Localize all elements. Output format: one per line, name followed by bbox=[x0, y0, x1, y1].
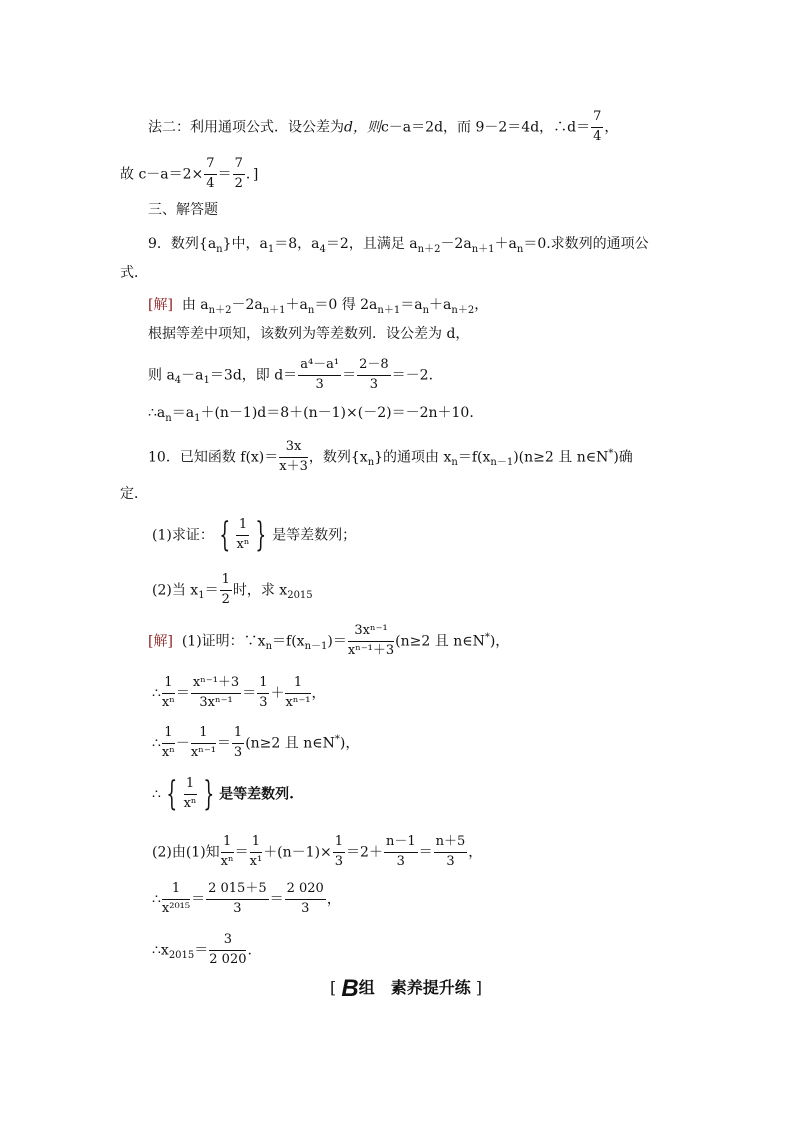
solution-9-line1: [解] 由 $a_{n+2}-2a_{n+1}+a_n=0$ 得 $2a_{n+1}=a_n+a_{n+2}$， bbox=[148, 297, 489, 316]
fraction: $\frac{1}{\text{xⁿ}}$ bbox=[161, 675, 175, 710]
text: 法二：利用通项公式．设公差为 bbox=[148, 119, 344, 136]
fraction: $\frac{7}{4}$ bbox=[593, 109, 602, 144]
solution-9-line2: 根据等差中项知，该数列为等差数列．设公差为 d， bbox=[148, 326, 470, 342]
fraction: $\frac{1}{\text{xⁿ}}$ bbox=[220, 834, 234, 869]
fraction: $\frac{\text{3xⁿ⁻¹}}{\text{xⁿ⁻¹＋3}}$ bbox=[347, 623, 395, 658]
question-10-part2: (2)当 $x_1=$ $\frac{1}{2}$ 时，求 $x_{2015}$ bbox=[152, 572, 313, 607]
fraction: $\frac{1}{\text{xⁿ}}$ bbox=[161, 725, 175, 760]
fraction: $\frac{2-8}{3}$ bbox=[359, 357, 389, 392]
fraction: $\frac{1}{\text{x¹}}$ bbox=[249, 834, 263, 869]
question-10-cont: 定． bbox=[120, 486, 148, 502]
fraction: $\frac{n-1}{3}$ bbox=[385, 834, 416, 869]
group-b-title: [ B组 素养提升练 ] bbox=[330, 975, 483, 1002]
fraction: $\frac{1}{\text{x²⁰¹⁵}}$ bbox=[161, 881, 191, 916]
text: 故 c－a＝2× bbox=[120, 166, 204, 183]
text: ．] bbox=[245, 166, 259, 183]
question-10: 10．已知函数 f(x)＝ $\frac{3x}{x+3}$ ，数列$\{x_n\}$的通项由 $x_n=f(x_{n-1})(n\ge 2$ 且 n∈N*)确 bbox=[148, 439, 633, 474]
text: d，则 bbox=[344, 119, 381, 136]
question-10-part1: (1)求证： { $\frac{1}{\text{xⁿ}}$ } 是等差数列； bbox=[152, 515, 357, 556]
fraction: $\frac{3}{2 020}$ bbox=[209, 932, 247, 967]
method-two-line bbox=[148, 110, 618, 145]
text: ＝ bbox=[217, 166, 232, 183]
fraction: $\frac{\text{a⁴－a¹}}{3}$ bbox=[300, 357, 340, 392]
question-9: 9．数列$\{a_n\}$中，$a_1=8$，$a_4=2$，且满足 $a_{n+2}-2a_{n+1}+a_n=0$.求数列的通项公 bbox=[148, 236, 649, 255]
fraction: $\frac{1}{\text{xⁿ}}$ bbox=[183, 776, 197, 811]
fraction: $\frac{1}{2}$ bbox=[221, 572, 230, 607]
solution-10-line1: [解] (1)证明：$\because x_n=f(x_{n-1})=$ $\frac{\text{3xⁿ⁻¹}}{\text{xⁿ⁻¹＋3}}$ (n≥2 且 n∈N*)， bbox=[148, 623, 510, 658]
fraction: $\frac{1}{3}$ bbox=[233, 725, 243, 760]
fraction: $\frac{1}{\text{xⁿ}}$ bbox=[236, 517, 250, 552]
solution-9-line4: $\therefore a_n=a_1+(n-1)d=8+(n-1)\times(-2)=-2n+10$. bbox=[148, 405, 474, 424]
conclusion-line bbox=[120, 157, 258, 192]
solution-10-line2: ∴ $\frac{1}{\text{xⁿ}}$ ＝ $\frac{\text{xⁿ⁻¹＋3}}{\text{3xⁿ⁻¹}}$ ＝ $\frac{1}{3}$ ＋ $\frac{1}{\text{xⁿ⁻¹}}$ ， bbox=[152, 675, 326, 710]
fraction: $\frac{1}{3}$ bbox=[334, 834, 344, 869]
solution-9-line3: 则 $a_4-a_1=3d$，即 d＝ $\frac{\text{a⁴－a¹}}{3}$ ＝ $\frac{2-8}{3}$ ＝－2. bbox=[148, 357, 434, 392]
group-b-letter: B bbox=[341, 975, 359, 1002]
text: c－a＝2d，而 9－2＝4d，∴d＝ bbox=[380, 119, 591, 136]
fraction: $\frac{7}{2}$ bbox=[234, 156, 243, 191]
solution-10-line4: ∴ { $\frac{1}{\text{xⁿ}}$ } 是等差数列. bbox=[152, 774, 295, 815]
solution-10-line6: ∴ $\frac{1}{\text{x²⁰¹⁵}}$ ＝ $\frac{2 015+5}{3}$ ＝ $\frac{2 020}{3}$ ， bbox=[152, 881, 341, 916]
solution-10-line7: $\therefore x_{2015}=$ $\frac{3}{2 020}$ . bbox=[152, 932, 252, 967]
fraction: $\frac{n+5}{3}$ bbox=[435, 834, 466, 869]
solution-label: [解] bbox=[148, 297, 173, 313]
solution-label: [解] bbox=[148, 633, 173, 650]
question-9-cont: 式． bbox=[120, 265, 148, 281]
fraction: $\frac{7}{4}$ bbox=[206, 156, 215, 191]
solution-10-line3: ∴ $\frac{1}{\text{xⁿ}}$ － $\frac{1}{\text{xⁿ⁻¹}}$ ＝ $\frac{1}{3}$ (n≥2 且 n∈N*)， bbox=[152, 725, 360, 760]
fraction: $\frac{2 015+5}{3}$ bbox=[208, 881, 267, 916]
section-heading: 三、解答题 bbox=[148, 202, 218, 218]
fraction: $\frac{1}{\text{xⁿ⁻¹}}$ bbox=[285, 675, 311, 710]
fraction: $\frac{2 020}{3}$ bbox=[286, 881, 324, 916]
fraction: $\frac{1}{\text{xⁿ⁻¹}}$ bbox=[190, 725, 216, 760]
fraction: $\frac{1}{3}$ bbox=[259, 675, 268, 710]
text: ， bbox=[604, 119, 619, 136]
fraction: $\frac{\text{xⁿ⁻¹＋3}}{\text{3xⁿ⁻¹}}$ bbox=[192, 675, 240, 710]
solution-10-line5: (2)由(1)知 $\frac{1}{\text{xⁿ}}$ ＝ $\frac{1}{\text{x¹}}$ ＋(n－1)× $\frac{1}{3}$ ＝2＋ $\frac{n-1}{3}$ ＝ $\frac{n+5}{3}$ ， bbox=[152, 834, 483, 869]
fraction: $\frac{3x}{x+3}$ bbox=[279, 439, 308, 474]
